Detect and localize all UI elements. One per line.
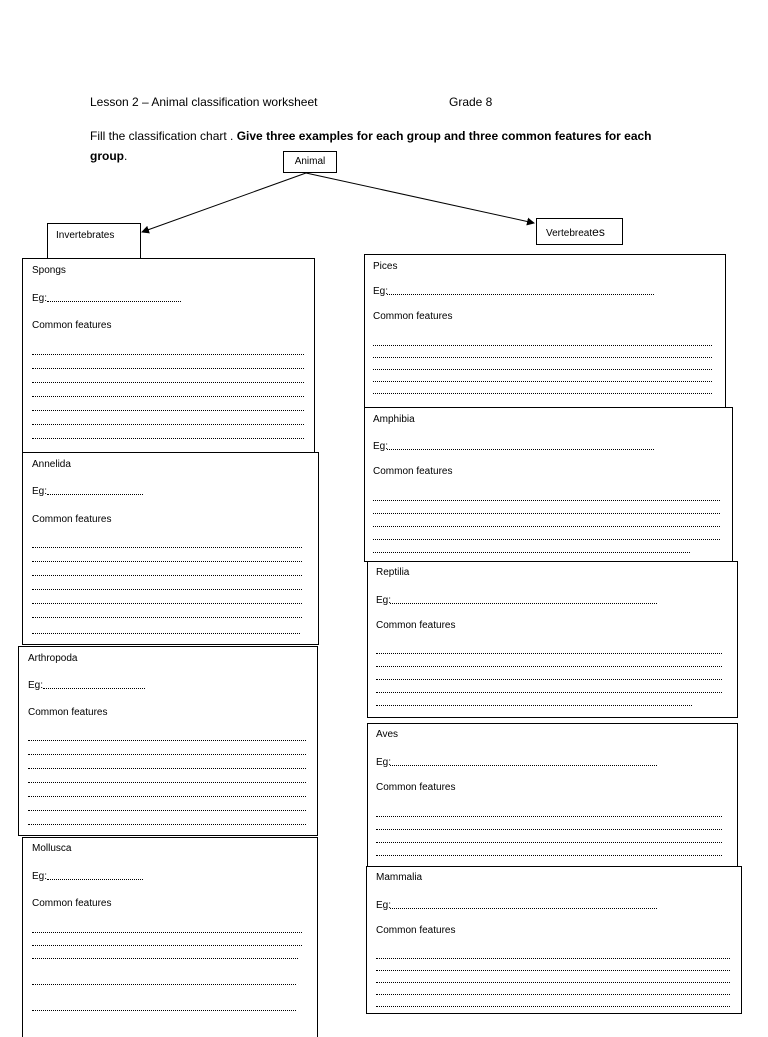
eg-label: Eg: bbox=[32, 871, 48, 882]
group-title-mollusca: Mollusca bbox=[32, 843, 72, 854]
node-animal-label: Animal bbox=[294, 156, 326, 167]
common-features-label: Common features bbox=[32, 898, 112, 909]
answer-line[interactable] bbox=[376, 666, 722, 667]
answer-line[interactable] bbox=[32, 1010, 296, 1011]
answer-line[interactable] bbox=[32, 633, 300, 634]
eg-answer-line[interactable] bbox=[387, 294, 654, 295]
node-invertebrates-label: Invertebrates bbox=[56, 230, 115, 241]
group-box-spongs bbox=[22, 258, 315, 458]
common-features-label: Common features bbox=[373, 466, 453, 477]
answer-line[interactable] bbox=[373, 381, 712, 382]
eg-label: Eg: bbox=[373, 441, 389, 452]
answer-line[interactable] bbox=[32, 561, 302, 562]
answer-line[interactable] bbox=[32, 617, 302, 618]
eg-label: Eg: bbox=[373, 286, 389, 297]
eg-label: Eg: bbox=[32, 293, 48, 304]
eg-answer-line[interactable] bbox=[387, 449, 654, 450]
answer-line[interactable] bbox=[28, 782, 306, 783]
answer-line[interactable] bbox=[373, 393, 712, 394]
grade-label: Grade 8 bbox=[449, 95, 493, 109]
node-invertebrates bbox=[47, 223, 141, 259]
answer-line[interactable] bbox=[28, 754, 306, 755]
group-box-annelida bbox=[22, 452, 319, 645]
node-animal bbox=[283, 151, 337, 173]
eg-label: Eg: bbox=[376, 595, 392, 606]
eg-answer-line[interactable] bbox=[47, 879, 143, 880]
group-title-spongs: Spongs bbox=[32, 265, 66, 276]
answer-line[interactable] bbox=[376, 679, 722, 680]
answer-line[interactable] bbox=[376, 855, 722, 856]
group-title-mammalia: Mammalia bbox=[376, 872, 423, 883]
group-title-arthropoda: Arthropoda bbox=[28, 653, 78, 664]
eg-label: Eg: bbox=[376, 757, 392, 768]
group-box-aves bbox=[367, 723, 738, 872]
eg-answer-line[interactable] bbox=[390, 765, 657, 766]
answer-line[interactable] bbox=[376, 1006, 730, 1007]
instructions-prefix: Fill the classification chart . bbox=[90, 129, 237, 143]
instructions-suffix: . bbox=[124, 149, 128, 163]
group-box-mammalia bbox=[366, 866, 742, 1014]
answer-line[interactable] bbox=[32, 575, 302, 576]
group-box-pices bbox=[364, 254, 726, 412]
eg-label: Eg: bbox=[376, 900, 392, 911]
eg-answer-line[interactable] bbox=[43, 688, 145, 689]
answer-line[interactable] bbox=[32, 354, 304, 355]
eg-answer-line[interactable] bbox=[390, 603, 657, 604]
answer-line[interactable] bbox=[376, 958, 730, 959]
eg-answer-line[interactable] bbox=[47, 301, 181, 302]
answer-line[interactable] bbox=[28, 768, 306, 769]
answer-line[interactable] bbox=[376, 829, 722, 830]
node-vertebrates-suffix: es bbox=[592, 225, 605, 239]
worksheet-title: Lesson 2 – Animal classification worksheet bbox=[90, 95, 318, 109]
answer-line[interactable] bbox=[376, 705, 692, 706]
answer-line[interactable] bbox=[32, 396, 304, 397]
answer-line[interactable] bbox=[376, 982, 730, 983]
answer-line[interactable] bbox=[32, 368, 304, 369]
group-box-amphibia bbox=[364, 407, 733, 562]
answer-line[interactable] bbox=[32, 382, 304, 383]
common-features-label: Common features bbox=[373, 311, 453, 322]
group-box-arthropoda bbox=[18, 646, 318, 836]
answer-line[interactable] bbox=[376, 653, 722, 654]
answer-line[interactable] bbox=[32, 547, 302, 548]
common-features-label: Common features bbox=[376, 620, 456, 631]
answer-line[interactable] bbox=[373, 357, 712, 358]
group-box-reptilia bbox=[367, 561, 738, 718]
eg-answer-line[interactable] bbox=[47, 494, 143, 495]
answer-line[interactable] bbox=[376, 842, 722, 843]
answer-line[interactable] bbox=[32, 410, 304, 411]
answer-line[interactable] bbox=[373, 552, 690, 553]
answer-line[interactable] bbox=[32, 945, 302, 946]
answer-line[interactable] bbox=[32, 932, 302, 933]
answer-line[interactable] bbox=[28, 824, 306, 825]
answer-line[interactable] bbox=[376, 970, 730, 971]
group-title-reptilia: Reptilia bbox=[376, 567, 410, 578]
answer-line[interactable] bbox=[32, 424, 304, 425]
answer-line[interactable] bbox=[376, 692, 722, 693]
group-title-aves: Aves bbox=[376, 729, 399, 740]
group-title-pices: Pices bbox=[373, 261, 398, 272]
common-features-label: Common features bbox=[32, 320, 112, 331]
answer-line[interactable] bbox=[32, 958, 298, 959]
answer-line[interactable] bbox=[373, 526, 720, 527]
answer-line[interactable] bbox=[373, 500, 720, 501]
group-title-annelida: Annelida bbox=[32, 459, 71, 470]
answer-line[interactable] bbox=[376, 994, 730, 995]
answer-line[interactable] bbox=[373, 539, 720, 540]
eg-answer-line[interactable] bbox=[390, 908, 657, 909]
answer-line[interactable] bbox=[376, 816, 722, 817]
eg-label: Eg: bbox=[28, 680, 44, 691]
group-box-mollusca bbox=[22, 837, 318, 1037]
instructions-bold: Give three examples for each group and three common features for each group bbox=[90, 129, 652, 163]
answer-line[interactable] bbox=[32, 984, 296, 985]
answer-line[interactable] bbox=[32, 438, 304, 439]
eg-label: Eg: bbox=[32, 486, 48, 497]
answer-line[interactable] bbox=[373, 513, 720, 514]
answer-line[interactable] bbox=[373, 345, 712, 346]
common-features-label: Common features bbox=[376, 925, 456, 936]
common-features-label: Common features bbox=[28, 707, 108, 718]
common-features-label: Common features bbox=[32, 514, 112, 525]
node-vertebrates-label: Vertebreat bbox=[546, 228, 593, 239]
answer-line[interactable] bbox=[32, 603, 302, 604]
answer-line[interactable] bbox=[28, 796, 306, 797]
answer-line[interactable] bbox=[28, 810, 306, 811]
node-vertebrates bbox=[536, 218, 623, 245]
answer-line[interactable] bbox=[28, 740, 306, 741]
common-features-label: Common features bbox=[376, 782, 456, 793]
answer-line[interactable] bbox=[32, 589, 302, 590]
answer-line[interactable] bbox=[373, 369, 712, 370]
group-title-amphibia: Amphibia bbox=[373, 414, 415, 425]
